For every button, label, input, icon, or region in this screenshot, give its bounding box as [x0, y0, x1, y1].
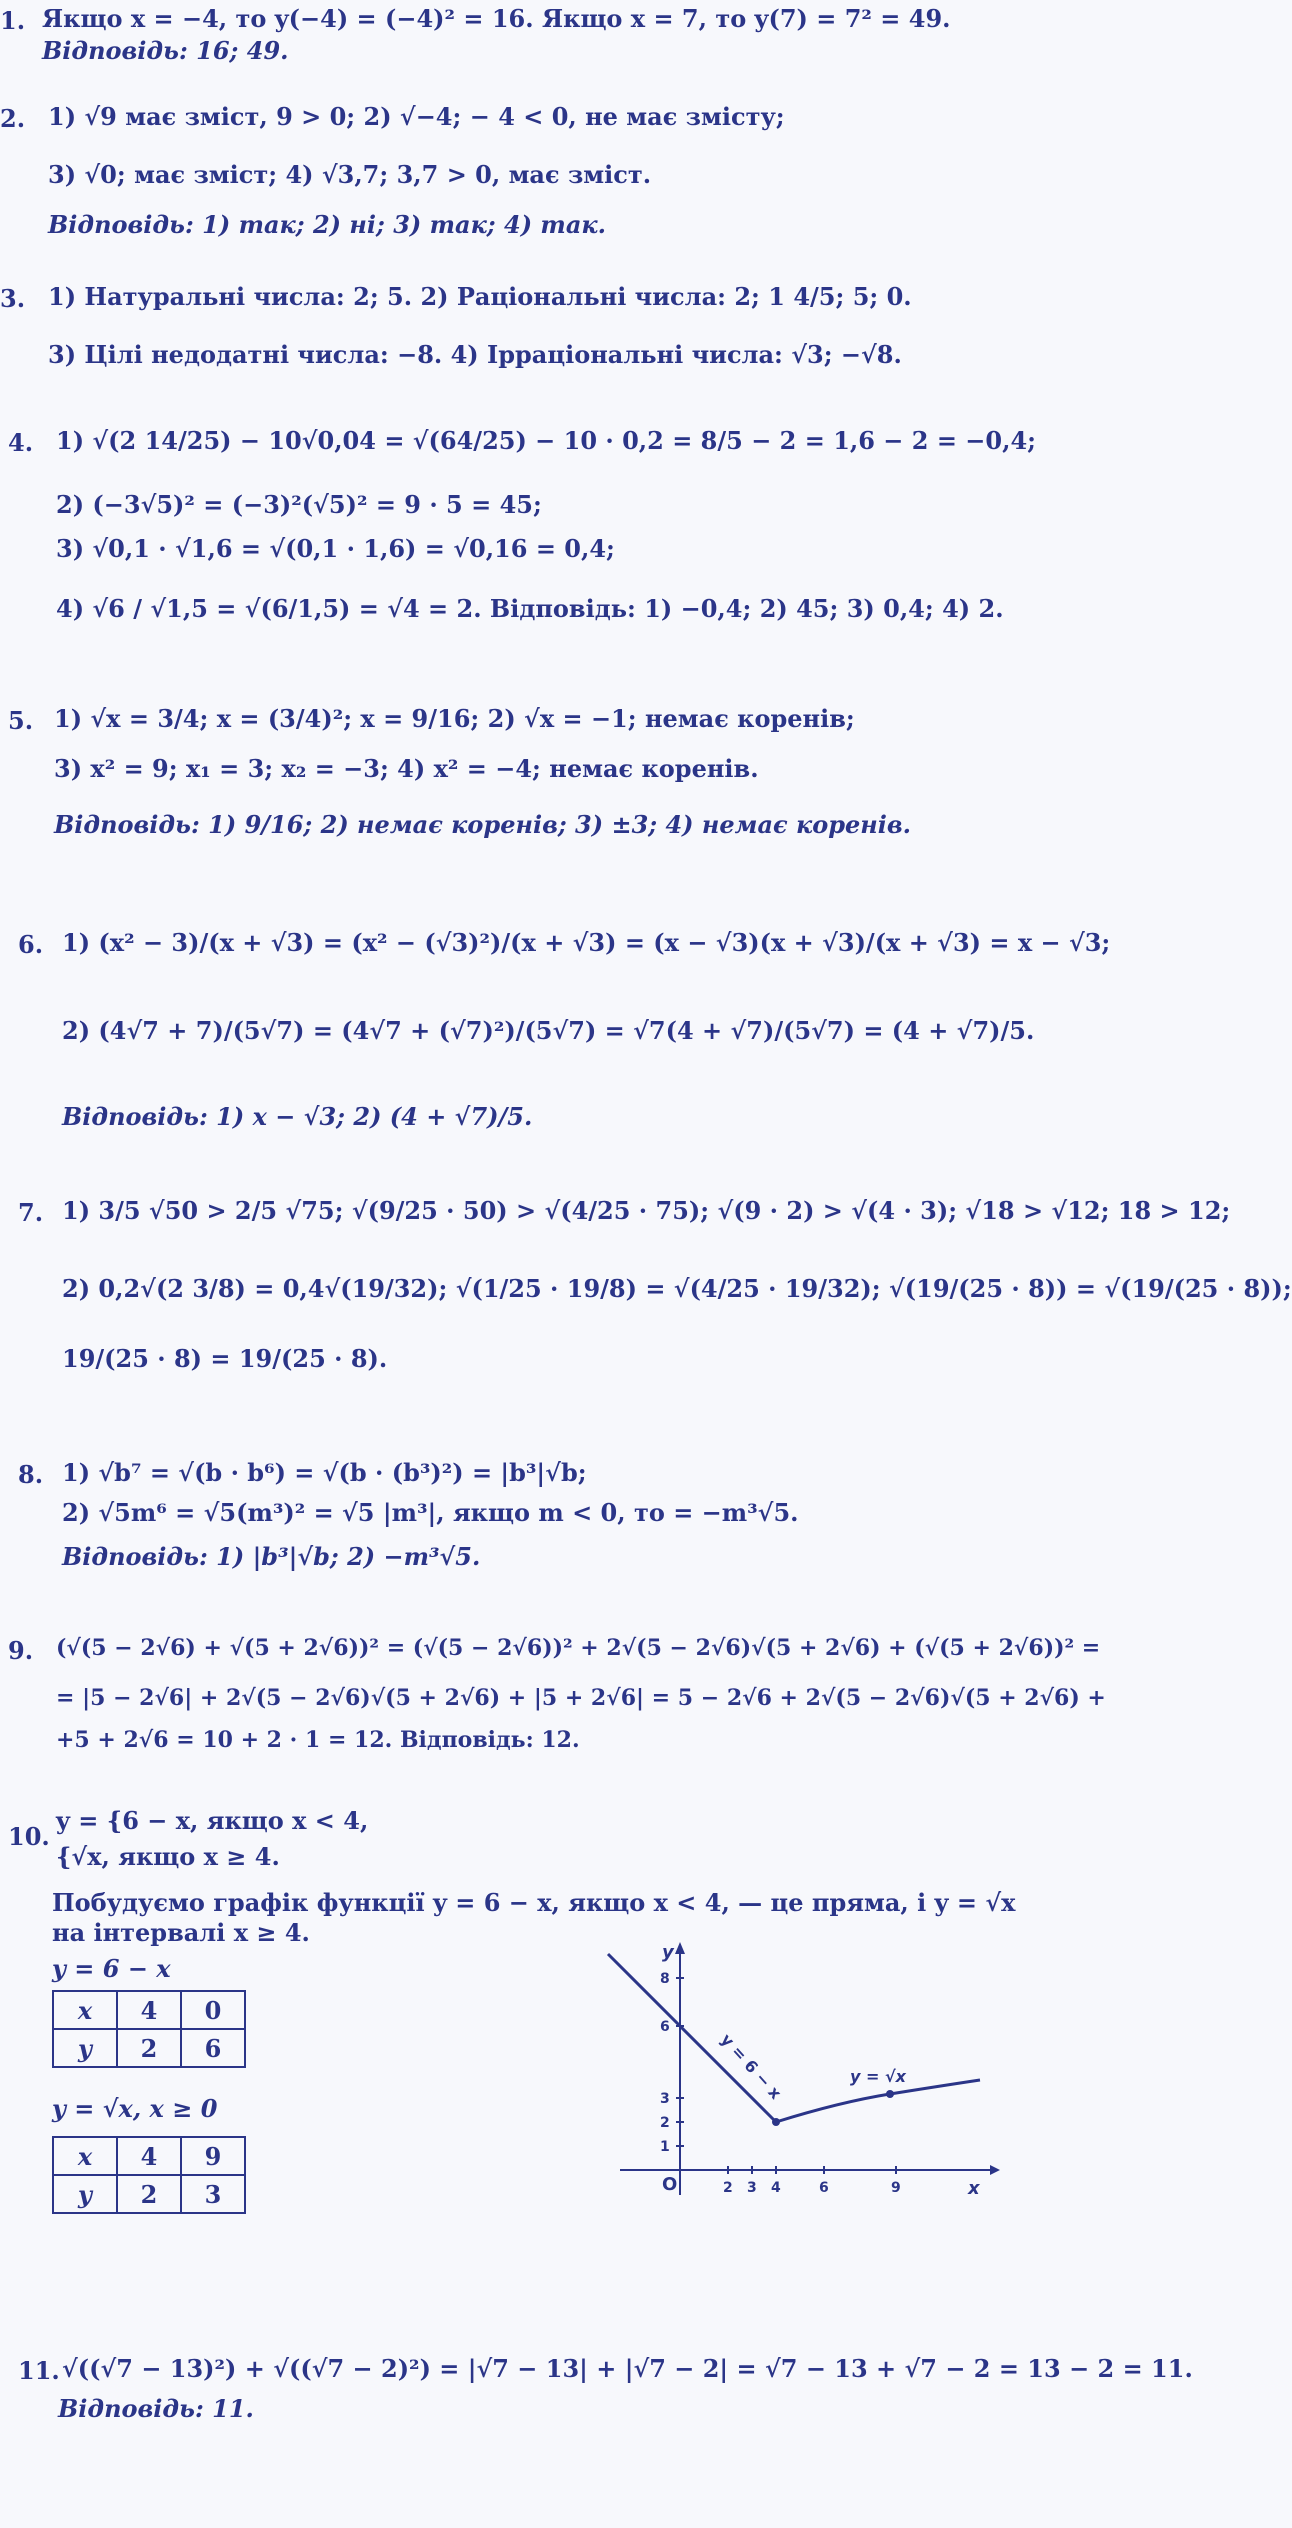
x-tick-label: 4 — [771, 2180, 781, 2196]
y-tick-label: 1 — [660, 2139, 670, 2155]
problem-number: 1. — [0, 6, 26, 35]
answer-line: Відповідь: 1) 9/16; 2) немає коренів; 3) ±3; 4) немає коренів. — [54, 810, 912, 839]
function-graph — [600, 1940, 1000, 2200]
problem-line: {√x, якщо x ≥ 4. — [56, 1842, 280, 1871]
problem-number: 8. — [18, 1460, 44, 1489]
x-axis-label: x — [968, 2178, 980, 2199]
problem-number: 6. — [18, 930, 44, 959]
answer-line: Відповідь: 16; 49. — [42, 36, 289, 65]
answer-line: Відповідь: 11. — [58, 2394, 254, 2423]
y-tick-label: 3 — [660, 2091, 670, 2107]
curve-label: y = √x — [850, 2067, 906, 2086]
y-axis-arrow — [675, 1942, 685, 1954]
problem-line: 1) 3/5 √50 > 2/5 √75; √(9/25 · 50) > √(4/25 · 75); √(9 · 2) > √(4 · 3); √18 > √12; 18 > 12; — [62, 1196, 1231, 1225]
line-graph — [608, 1954, 776, 2122]
point-9-3 — [886, 2090, 894, 2098]
x-tick-label: 2 — [723, 2180, 733, 2196]
problem-number: 4. — [8, 428, 34, 457]
answer-line: Відповідь: 1) x − √3; 2) (4 + √7)/5. — [62, 1102, 533, 1131]
problem-number: 10. — [8, 1822, 50, 1851]
x-tick-label: 9 — [891, 2180, 901, 2196]
problem-line: 3) x² = 9; x₁ = 3; x₂ = −3; 4) x² = −4; немає коренів. — [54, 754, 759, 783]
problem-number: 5. — [8, 706, 34, 735]
x-tick-label: 3 — [747, 2180, 757, 2196]
problem-line: на інтервалі x ≥ 4. — [52, 1918, 310, 1947]
value-table-1 — [52, 1990, 246, 2068]
problem-number: 2. — [0, 104, 26, 133]
problem-line: 1) Натуральні числа: 2; 5. 2) Раціональні числа: 2; 1 4/5; 5; 0. — [48, 282, 912, 311]
problem-number: 11. — [18, 2356, 60, 2385]
y-tick-label: 2 — [660, 2115, 670, 2131]
table-cell: y — [53, 2175, 117, 2213]
table-cell: 2 — [117, 2029, 181, 2067]
table-title: y = √x, x ≥ 0 — [52, 2094, 218, 2123]
table-cell: x — [53, 1991, 117, 2029]
x-tick-label: 6 — [819, 2180, 829, 2196]
point-4-2 — [772, 2118, 780, 2126]
problem-number: 7. — [18, 1198, 44, 1227]
problem-line: y = {6 − x, якщо x < 4, — [56, 1806, 369, 1835]
y-axis-label: y — [662, 1942, 674, 1963]
problem-line: 2) (−3√5)² = (−3)²(√5)² = 9 · 5 = 45; — [56, 490, 542, 519]
value-table-2 — [52, 2136, 246, 2214]
table-cell: x — [53, 2137, 117, 2175]
y-tick-label: 8 — [660, 1971, 670, 1987]
problem-line: 1) √9 має зміст, 9 > 0; 2) √−4; − 4 < 0, не має змісту; — [48, 102, 785, 131]
problem-line: 1) √(2 14/25) − 10√0,04 = √(64/25) − 10 · 0,2 = 8/5 − 2 = 1,6 − 2 = −0,4; — [56, 426, 1037, 455]
table-cell: 4 — [117, 1991, 181, 2029]
problem-line: 4) √6 / √1,5 = √(6/1,5) = √4 = 2. Відповідь: 1) −0,4; 2) 45; 3) 0,4; 4) 2. — [56, 594, 1004, 623]
table-cell: 9 — [181, 2137, 245, 2175]
problem-line: 1) (x² − 3)/(x + √3) = (x² − (√3)²)/(x + √3) = (x − √3)(x + √3)/(x + √3) = x − √3; — [62, 928, 1111, 957]
answer-line: Відповідь: 1) так; 2) ні; 3) так; 4) так. — [48, 210, 606, 239]
origin-label: O — [662, 2174, 678, 2195]
table-title: y = 6 − x — [52, 1954, 171, 1983]
problem-line: Якщо x = −4, то y(−4) = (−4)² = 16. Якщо x = 7, то y(7) = 7² = 49. — [42, 4, 951, 33]
problem-line: 2) 0,2√(2 3/8) = 0,4√(19/32); √(1/25 · 19/8) = √(4/25 · 19/32); √(19/(25 · 8)) = √(19/(25 · 8)); — [62, 1274, 1292, 1303]
problem-line: 3) Цілі недодатні числа: −8. 4) Ірраціональні числа: √3; −√8. — [48, 340, 902, 369]
problem-line: 1) √b⁷ = √(b · b⁶) = √(b · (b³)²) = |b³|√b; — [62, 1458, 587, 1487]
problem-line: 3) √0,1 · √1,6 = √(0,1 · 1,6) = √0,16 = 0,4; — [56, 534, 615, 563]
problem-line: 3) √0; має зміст; 4) √3,7; 3,7 > 0, має зміст. — [48, 160, 652, 189]
problem-line: 2) (4√7 + 7)/(5√7) = (4√7 + (√7)²)/(5√7) = √7(4 + √7)/(5√7) = (4 + √7)/5. — [62, 1016, 1035, 1045]
table-cell: 6 — [181, 2029, 245, 2067]
problem-line: 19/(25 · 8) = 19/(25 · 8). — [62, 1344, 388, 1373]
problem-line: Побудуємо графік функції y = 6 − x, якщо x < 4, — це пряма, і y = √x — [52, 1888, 1016, 1917]
problem-number: 9. — [8, 1636, 34, 1665]
table-cell: 2 — [117, 2175, 181, 2213]
sqrt-curve — [776, 2080, 980, 2122]
problem-number: 3. — [0, 284, 26, 313]
problem-line: 1) √x = 3/4; x = (3/4)²; x = 9/16; 2) √x = −1; немає коренів; — [54, 704, 855, 733]
problem-line: +5 + 2√6 = 10 + 2 · 1 = 12. Відповідь: 12. — [56, 1727, 580, 1753]
y-tick-label: 6 — [660, 2019, 670, 2035]
problem-line: = |5 − 2√6| + 2√(5 − 2√6)√(5 + 2√6) + |5 + 2√6| = 5 − 2√6 + 2√(5 − 2√6)√(5 + 2√6) + — [56, 1685, 1106, 1711]
problem-line: (√(5 − 2√6) + √(5 + 2√6))² = (√(5 − 2√6))² + 2√(5 − 2√6)√(5 + 2√6) + (√(5 + 2√6))² = — [56, 1635, 1101, 1661]
answer-line: Відповідь: 1) |b³|√b; 2) −m³√5. — [62, 1542, 481, 1571]
problem-line: √((√7 − 13)²) + √((√7 − 2)²) = |√7 − 13| + |√7 − 2| = √7 − 13 + √7 − 2 = 13 − 2 = 11. — [62, 2354, 1193, 2383]
table-cell: 3 — [181, 2175, 245, 2213]
table-cell: 4 — [117, 2137, 181, 2175]
problem-line: 2) √5m⁶ = √5(m³)² = √5 |m³|, якщо m < 0, то = −m³√5. — [62, 1498, 799, 1527]
line-label: y = 6 − x — [717, 2029, 786, 2103]
table-cell: y — [53, 2029, 117, 2067]
x-axis-arrow — [990, 2165, 1000, 2175]
table-cell: 0 — [181, 1991, 245, 2029]
